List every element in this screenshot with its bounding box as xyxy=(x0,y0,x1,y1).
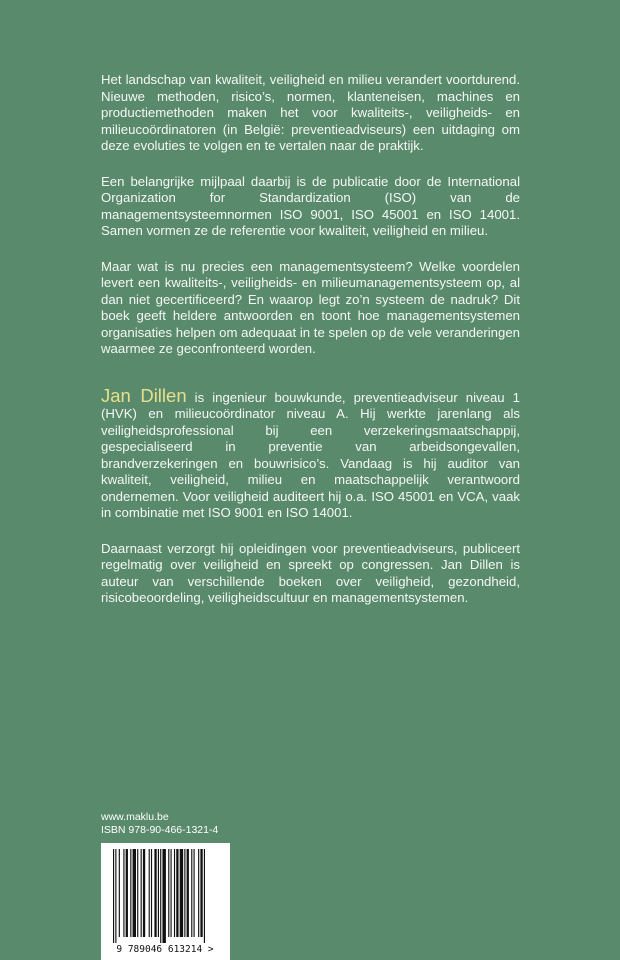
barcode-bar xyxy=(187,849,189,937)
barcode-bar xyxy=(204,849,205,943)
author-bio xyxy=(101,384,520,522)
author-section xyxy=(101,384,520,607)
publisher-info xyxy=(101,811,218,837)
barcode-bar xyxy=(180,849,183,937)
barcode-bar xyxy=(158,849,159,937)
barcode-digits: 9 789046 613214 > xyxy=(116,944,214,955)
barcode-bar xyxy=(113,849,114,943)
barcode-bar xyxy=(160,849,161,943)
barcode-bar xyxy=(126,849,128,937)
blurb-paragraph-1: Het landschap van kwaliteit, veiligheid en milieu verandert voortdurend. Nieuwe methoden, risico’s, normen, klanteneisen, machines en productiemethoden maken het voor kwaliteits-, veiligheids- en milieucoördinatoren (in België: preventieadviseurs) een uitdaging om deze evoluties te volgen en te vertalen naar de praktijk. xyxy=(101,72,520,153)
barcode-bar xyxy=(174,849,175,937)
barcode-bar xyxy=(115,849,116,943)
barcode-bar xyxy=(141,849,142,937)
barcode-bar xyxy=(119,849,120,937)
barcode-bar xyxy=(191,849,192,937)
barcode-bar xyxy=(184,849,185,937)
barcode-bar xyxy=(137,849,138,937)
blurb-paragraph-3: Maar wat is nu precies een managementsysteem? Welke voordelen levert een kwaliteits-, veiligheids- en milieumanagementsysteem op, al dan niet gecertificeerd? En waarop legt zo’n systeem de nadruk? Dit boek geeft heldere antwoorden en toont hoe managementsystemen organisaties helpen om adequaat in te spelen op de vele veranderingen waarmee ze geconfronteerd worden. xyxy=(101,258,520,356)
barcode-bar xyxy=(143,849,145,937)
publisher-website: www.maklu.be xyxy=(101,811,169,823)
barcode-bar xyxy=(154,849,156,937)
barcode-bar xyxy=(149,849,150,937)
barcode-graphic xyxy=(101,843,230,960)
barcode-bar xyxy=(198,849,199,937)
author-name: Jan Dillen xyxy=(101,384,187,406)
isbn-barcode xyxy=(101,843,230,960)
barcode-bar xyxy=(168,849,169,937)
barcode-bar xyxy=(194,849,195,937)
barcode-bar xyxy=(123,849,124,937)
barcode-bar xyxy=(162,849,165,943)
barcode-bar xyxy=(200,849,202,937)
isbn-text: ISBN 978-90-466-1321-4 xyxy=(101,824,219,836)
back-cover-text xyxy=(101,72,520,626)
author-bio-text: is ingenieur bouwkunde, preventieadviseur niveau 1 (HVK) en milieucoördinator niveau A. Hij werkte jarenlang als veiligheidsprofessional bij een verzekeringsmaatschappij, gespecialiseerd in preventie van arbeidsongevallen, brandverzekeringen en bouwrisico’s. Vandaag is hij auditor van kwaliteit, veiligheid, milieu en maatschappelijk verantwoord ondernemen. Voor veiligheid auditeert hij o.a. ISO 45001 en VCA, vaak in combinatie met ISO 9001 en ISO 14001. xyxy=(101,389,520,520)
blurb-paragraph-2: Een belangrijke mijlpaal daarbij is de publicatie door de International Organization for Standardization (ISO) van de managementsysteemnormen ISO 9001, ISO 45001 en ISO 14001. Samen vormen ze de referentie voor kwaliteit, veiligheid en milieu. xyxy=(101,173,520,238)
barcode-bar xyxy=(133,849,136,937)
barcode-bar xyxy=(176,849,178,937)
barcode-bar xyxy=(130,849,131,937)
author-bio-paragraph-2: Daarnaast verzorgt hij opleidingen voor preventieadviseurs, publiceert regelmatig over veiligheid en spreekt op congressen. Jan Dillen is auteur van verschillende boeken over veiligheid, gezondheid, risicobeoordeling, veiligheidscultuur en managementsystemen. xyxy=(101,540,520,605)
barcode-bar xyxy=(171,849,172,937)
barcode-bar xyxy=(151,849,152,937)
